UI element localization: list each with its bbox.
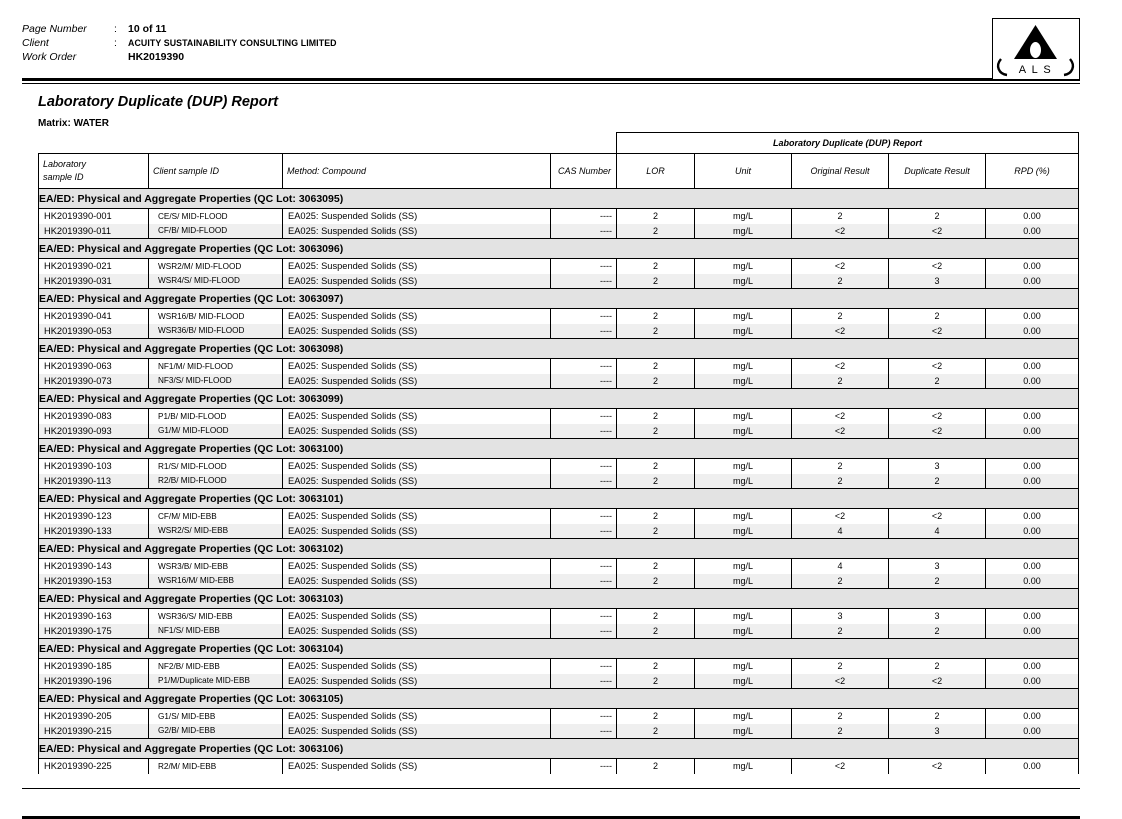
cell-client-sample-id: P1/B/ MID-FLOOD <box>149 409 283 424</box>
cell-unit: mg/L <box>695 559 792 574</box>
cell-cas-number: ---- <box>551 609 617 624</box>
cell-cas-number: ---- <box>551 424 617 439</box>
cell-original-result: 4 <box>792 524 889 539</box>
cell-lab-sample-id: HK2019390-021 <box>39 259 149 274</box>
cell-rpd: 0.00 <box>986 209 1079 224</box>
group-header-spacer <box>39 133 617 154</box>
table-row <box>39 224 1079 239</box>
cell-unit: mg/L <box>695 609 792 624</box>
cell-original-result: <2 <box>792 224 889 239</box>
cell-original-result: <2 <box>792 359 889 374</box>
cell-rpd: 0.00 <box>986 474 1079 489</box>
cell-method-compound: EA025: Suspended Solids (SS) <box>283 409 551 424</box>
cell-method-compound: EA025: Suspended Solids (SS) <box>283 609 551 624</box>
cell-original-result: <2 <box>792 674 889 689</box>
column-header-row <box>39 154 1079 189</box>
cell-rpd: 0.00 <box>986 259 1079 274</box>
cell-method-compound: EA025: Suspended Solids (SS) <box>283 509 551 524</box>
cell-unit: mg/L <box>695 274 792 289</box>
cell-original-result: 2 <box>792 209 889 224</box>
cell-duplicate-result: <2 <box>889 224 986 239</box>
cell-client-sample-id: NF2/B/ MID-EBB <box>149 659 283 674</box>
cell-rpd: 0.00 <box>986 424 1079 439</box>
cell-cas-number: ---- <box>551 324 617 339</box>
footer-rule-thin <box>22 788 1080 789</box>
cell-lor: 2 <box>617 374 695 389</box>
cell-method-compound: EA025: Suspended Solids (SS) <box>283 324 551 339</box>
col-client-sample-id: Client sample ID <box>149 154 283 189</box>
cell-lor: 2 <box>617 459 695 474</box>
table-row <box>39 724 1079 739</box>
cell-duplicate-result: <2 <box>889 759 986 774</box>
cell-cas-number: ---- <box>551 409 617 424</box>
cell-cas-number: ---- <box>551 224 617 239</box>
cell-duplicate-result: 3 <box>889 459 986 474</box>
cell-client-sample-id: WSR3/B/ MID-EBB <box>149 559 283 574</box>
cell-cas-number: ---- <box>551 459 617 474</box>
cell-lab-sample-id: HK2019390-185 <box>39 659 149 674</box>
cell-unit: mg/L <box>695 759 792 774</box>
cell-method-compound: EA025: Suspended Solids (SS) <box>283 624 551 639</box>
cell-cas-number: ---- <box>551 359 617 374</box>
cell-original-result: 2 <box>792 274 889 289</box>
cell-lor: 2 <box>617 659 695 674</box>
qc-lot-header-row <box>39 239 1079 259</box>
cell-rpd: 0.00 <box>986 659 1079 674</box>
table-row <box>39 359 1079 374</box>
cell-unit: mg/L <box>695 359 792 374</box>
cell-cas-number: ---- <box>551 574 617 589</box>
cell-lab-sample-id: HK2019390-225 <box>39 759 149 774</box>
work-order-value: HK2019390 <box>128 51 185 63</box>
cell-duplicate-result: 2 <box>889 309 986 324</box>
cell-duplicate-result: 2 <box>889 624 986 639</box>
cell-rpd: 0.00 <box>986 224 1079 239</box>
cell-lor: 2 <box>617 259 695 274</box>
cell-original-result: <2 <box>792 324 889 339</box>
cell-lor: 2 <box>617 224 695 239</box>
qc-lot-label: EA/ED: Physical and Aggregate Properties (QC Lot: 3063095) <box>39 189 1079 209</box>
cell-method-compound: EA025: Suspended Solids (SS) <box>283 474 551 489</box>
cell-unit: mg/L <box>695 574 792 589</box>
table-row <box>39 324 1079 339</box>
col-unit: Unit <box>695 154 792 189</box>
cell-duplicate-result: 3 <box>889 609 986 624</box>
cell-cas-number: ---- <box>551 559 617 574</box>
cell-duplicate-result: <2 <box>889 259 986 274</box>
cell-lab-sample-id: HK2019390-215 <box>39 724 149 739</box>
cell-cas-number: ---- <box>551 709 617 724</box>
cell-lab-sample-id: HK2019390-053 <box>39 324 149 339</box>
cell-lor: 2 <box>617 674 695 689</box>
qc-lot-label: EA/ED: Physical and Aggregate Properties (QC Lot: 3063104) <box>39 639 1079 659</box>
dup-table-wrapper <box>38 132 1078 774</box>
table-row <box>39 524 1079 539</box>
table-row <box>39 374 1079 389</box>
page-title: Laboratory Duplicate (DUP) Report <box>38 94 279 110</box>
col-lor: LOR <box>617 154 695 189</box>
cell-method-compound: EA025: Suspended Solids (SS) <box>283 559 551 574</box>
cell-method-compound: EA025: Suspended Solids (SS) <box>283 459 551 474</box>
cell-method-compound: EA025: Suspended Solids (SS) <box>283 309 551 324</box>
cell-lor: 2 <box>617 274 695 289</box>
cell-unit: mg/L <box>695 709 792 724</box>
table-row <box>39 424 1079 439</box>
table-row <box>39 274 1079 289</box>
cell-unit: mg/L <box>695 459 792 474</box>
cell-method-compound: EA025: Suspended Solids (SS) <box>283 209 551 224</box>
cell-lor: 2 <box>617 424 695 439</box>
cell-original-result: 2 <box>792 309 889 324</box>
client-value: ACUITY SUSTAINABILITY CONSULTING LIMITED <box>128 38 337 48</box>
cell-duplicate-result: 2 <box>889 209 986 224</box>
page-number-label: Page Number <box>22 23 87 35</box>
cell-method-compound: EA025: Suspended Solids (SS) <box>283 424 551 439</box>
page-number-colon: : <box>114 23 117 35</box>
cell-rpd: 0.00 <box>986 724 1079 739</box>
cell-client-sample-id: R2/M/ MID-EBB <box>149 759 283 774</box>
matrix-label: Matrix: <box>38 118 71 129</box>
cell-lor: 2 <box>617 309 695 324</box>
cell-duplicate-result: 2 <box>889 574 986 589</box>
cell-original-result: <2 <box>792 424 889 439</box>
cell-lab-sample-id: HK2019390-143 <box>39 559 149 574</box>
table-row <box>39 674 1079 689</box>
cell-lab-sample-id: HK2019390-163 <box>39 609 149 624</box>
qc-lot-label: EA/ED: Physical and Aggregate Properties (QC Lot: 3063099) <box>39 389 1079 409</box>
table-row <box>39 659 1079 674</box>
qc-lot-header-row <box>39 189 1079 209</box>
cell-lab-sample-id: HK2019390-175 <box>39 624 149 639</box>
cell-lab-sample-id: HK2019390-123 <box>39 509 149 524</box>
cell-unit: mg/L <box>695 659 792 674</box>
cell-lab-sample-id: HK2019390-103 <box>39 459 149 474</box>
cell-lab-sample-id: HK2019390-196 <box>39 674 149 689</box>
dup-report-table <box>38 132 1079 774</box>
cell-client-sample-id: G1/M/ MID-FLOOD <box>149 424 283 439</box>
cell-lab-sample-id: HK2019390-205 <box>39 709 149 724</box>
cell-duplicate-result: <2 <box>889 359 986 374</box>
table-row <box>39 474 1079 489</box>
cell-method-compound: EA025: Suspended Solids (SS) <box>283 724 551 739</box>
table-head <box>39 133 1079 189</box>
qc-lot-label: EA/ED: Physical and Aggregate Properties (QC Lot: 3063101) <box>39 489 1079 509</box>
cell-rpd: 0.00 <box>986 759 1079 774</box>
cell-lab-sample-id: HK2019390-001 <box>39 209 149 224</box>
table-row <box>39 609 1079 624</box>
cell-lor: 2 <box>617 574 695 589</box>
cell-client-sample-id: WSR16/M/ MID-EBB <box>149 574 283 589</box>
cell-method-compound: EA025: Suspended Solids (SS) <box>283 359 551 374</box>
cell-client-sample-id: P1/M/Duplicate MID-EBB <box>149 674 283 689</box>
cell-cas-number: ---- <box>551 259 617 274</box>
header-rule-thin <box>22 83 1080 84</box>
cell-lab-sample-id: HK2019390-083 <box>39 409 149 424</box>
cell-cas-number: ---- <box>551 509 617 524</box>
cell-lab-sample-id: HK2019390-113 <box>39 474 149 489</box>
cell-duplicate-result: 2 <box>889 374 986 389</box>
cell-rpd: 0.00 <box>986 609 1079 624</box>
cell-unit: mg/L <box>695 409 792 424</box>
table-row <box>39 709 1079 724</box>
cell-lor: 2 <box>617 709 695 724</box>
qc-lot-header-row <box>39 389 1079 409</box>
cell-client-sample-id: R1/S/ MID-FLOOD <box>149 459 283 474</box>
table-row <box>39 509 1079 524</box>
cell-rpd: 0.00 <box>986 524 1079 539</box>
qc-lot-header-row <box>39 489 1079 509</box>
cell-client-sample-id: CE/S/ MID-FLOOD <box>149 209 283 224</box>
cell-unit: mg/L <box>695 309 792 324</box>
cell-original-result: 2 <box>792 724 889 739</box>
page-header <box>0 0 1122 76</box>
cell-original-result: 2 <box>792 624 889 639</box>
col-rpd: RPD (%) <box>986 154 1079 189</box>
cell-lor: 2 <box>617 559 695 574</box>
cell-unit: mg/L <box>695 524 792 539</box>
cell-rpd: 0.00 <box>986 559 1079 574</box>
cell-lor: 2 <box>617 724 695 739</box>
table-row <box>39 624 1079 639</box>
qc-lot-label: EA/ED: Physical and Aggregate Properties (QC Lot: 3063105) <box>39 689 1079 709</box>
cell-lab-sample-id: HK2019390-133 <box>39 524 149 539</box>
cell-unit: mg/L <box>695 509 792 524</box>
cell-rpd: 0.00 <box>986 709 1079 724</box>
als-logo <box>992 18 1080 80</box>
cell-unit: mg/L <box>695 324 792 339</box>
qc-lot-header-row <box>39 539 1079 559</box>
qc-lot-header-row <box>39 289 1079 309</box>
cell-lor: 2 <box>617 759 695 774</box>
qc-lot-header-row <box>39 339 1079 359</box>
cell-original-result: 2 <box>792 709 889 724</box>
cell-rpd: 0.00 <box>986 624 1079 639</box>
cell-rpd: 0.00 <box>986 324 1079 339</box>
cell-cas-number: ---- <box>551 624 617 639</box>
cell-cas-number: ---- <box>551 209 617 224</box>
cell-unit: mg/L <box>695 724 792 739</box>
cell-client-sample-id: WSR36/B/ MID-FLOOD <box>149 324 283 339</box>
cell-unit: mg/L <box>695 374 792 389</box>
cell-cas-number: ---- <box>551 724 617 739</box>
cell-lab-sample-id: HK2019390-153 <box>39 574 149 589</box>
cell-lor: 2 <box>617 209 695 224</box>
cell-cas-number: ---- <box>551 524 617 539</box>
cell-method-compound: EA025: Suspended Solids (SS) <box>283 374 551 389</box>
table-row <box>39 459 1079 474</box>
qc-lot-label: EA/ED: Physical and Aggregate Properties (QC Lot: 3063098) <box>39 339 1079 359</box>
qc-lot-label: EA/ED: Physical and Aggregate Properties (QC Lot: 3063106) <box>39 739 1079 759</box>
col-duplicate-result: Duplicate Result <box>889 154 986 189</box>
client-label: Client <box>22 37 49 49</box>
cell-lab-sample-id: HK2019390-041 <box>39 309 149 324</box>
cell-rpd: 0.00 <box>986 674 1079 689</box>
col-lab-sample-id <box>39 154 149 189</box>
cell-client-sample-id: G1/S/ MID-EBB <box>149 709 283 724</box>
group-header-label: Laboratory Duplicate (DUP) Report <box>617 133 1079 154</box>
cell-unit: mg/L <box>695 259 792 274</box>
cell-original-result: 2 <box>792 659 889 674</box>
cell-original-result: <2 <box>792 259 889 274</box>
cell-cas-number: ---- <box>551 674 617 689</box>
cell-lor: 2 <box>617 359 695 374</box>
col-lab-sample-id-line2: sample ID <box>43 172 84 182</box>
cell-lor: 2 <box>617 409 695 424</box>
cell-method-compound: EA025: Suspended Solids (SS) <box>283 259 551 274</box>
cell-duplicate-result: <2 <box>889 674 986 689</box>
cell-lab-sample-id: HK2019390-073 <box>39 374 149 389</box>
cell-original-result: 4 <box>792 559 889 574</box>
col-cas-number: CAS Number <box>551 154 617 189</box>
cell-duplicate-result: 2 <box>889 474 986 489</box>
cell-method-compound: EA025: Suspended Solids (SS) <box>283 709 551 724</box>
table-row <box>39 574 1079 589</box>
cell-client-sample-id: NF1/S/ MID-EBB <box>149 624 283 639</box>
table-row <box>39 559 1079 574</box>
cell-original-result: 2 <box>792 474 889 489</box>
cell-client-sample-id: R2/B/ MID-FLOOD <box>149 474 283 489</box>
cell-lab-sample-id: HK2019390-093 <box>39 424 149 439</box>
table-row <box>39 309 1079 324</box>
cell-unit: mg/L <box>695 474 792 489</box>
cell-lor: 2 <box>617 474 695 489</box>
cell-rpd: 0.00 <box>986 274 1079 289</box>
cell-lab-sample-id: HK2019390-063 <box>39 359 149 374</box>
cell-original-result: <2 <box>792 509 889 524</box>
cell-cas-number: ---- <box>551 374 617 389</box>
cell-client-sample-id: CF/M/ MID-EBB <box>149 509 283 524</box>
qc-lot-header-row <box>39 689 1079 709</box>
page-number-value: 10 of 11 <box>128 23 167 35</box>
cell-original-result: 2 <box>792 459 889 474</box>
cell-rpd: 0.00 <box>986 509 1079 524</box>
cell-method-compound: EA025: Suspended Solids (SS) <box>283 224 551 239</box>
cell-unit: mg/L <box>695 209 792 224</box>
cell-duplicate-result: 2 <box>889 709 986 724</box>
table-row <box>39 209 1079 224</box>
cell-original-result: 3 <box>792 609 889 624</box>
cell-method-compound: EA025: Suspended Solids (SS) <box>283 674 551 689</box>
cell-cas-number: ---- <box>551 759 617 774</box>
cell-method-compound: EA025: Suspended Solids (SS) <box>283 574 551 589</box>
col-original-result: Original Result <box>792 154 889 189</box>
meta-row-work-order <box>22 50 337 64</box>
work-order-colon <box>114 50 128 64</box>
qc-lot-label: EA/ED: Physical and Aggregate Properties (QC Lot: 3063100) <box>39 439 1079 459</box>
meta-row-client <box>22 36 337 50</box>
cell-lab-sample-id: HK2019390-011 <box>39 224 149 239</box>
qc-lot-label: EA/ED: Physical and Aggregate Properties (QC Lot: 3063103) <box>39 589 1079 609</box>
cell-client-sample-id: WSR16/B/ MID-FLOOD <box>149 309 283 324</box>
col-method-compound: Method: Compound <box>283 154 551 189</box>
cell-lor: 2 <box>617 609 695 624</box>
cell-lab-sample-id: HK2019390-031 <box>39 274 149 289</box>
cell-cas-number: ---- <box>551 274 617 289</box>
cell-rpd: 0.00 <box>986 309 1079 324</box>
work-order-label: Work Order <box>22 51 77 63</box>
cell-client-sample-id: WSR4/S/ MID-FLOOD <box>149 274 283 289</box>
cell-client-sample-id: CF/B/ MID-FLOOD <box>149 224 283 239</box>
cell-lor: 2 <box>617 624 695 639</box>
svg-text:A L S: A L S <box>1018 64 1053 76</box>
cell-duplicate-result: 3 <box>889 724 986 739</box>
col-lab-sample-id-line1: Laboratory <box>43 158 87 169</box>
cell-duplicate-result: <2 <box>889 509 986 524</box>
cell-client-sample-id: WSR36/S/ MID-EBB <box>149 609 283 624</box>
cell-unit: mg/L <box>695 674 792 689</box>
cell-method-compound: EA025: Suspended Solids (SS) <box>283 759 551 774</box>
cell-client-sample-id: NF3/S/ MID-FLOOD <box>149 374 283 389</box>
table-body <box>39 189 1079 774</box>
cell-rpd: 0.00 <box>986 374 1079 389</box>
cell-cas-number: ---- <box>551 474 617 489</box>
cell-cas-number: ---- <box>551 309 617 324</box>
cell-original-result: <2 <box>792 409 889 424</box>
qc-lot-label: EA/ED: Physical and Aggregate Properties (QC Lot: 3063102) <box>39 539 1079 559</box>
cell-lor: 2 <box>617 324 695 339</box>
cell-duplicate-result: 4 <box>889 524 986 539</box>
table-row <box>39 259 1079 274</box>
table-row <box>39 759 1079 774</box>
matrix-line <box>38 118 1122 129</box>
cell-rpd: 0.00 <box>986 459 1079 474</box>
cell-client-sample-id: WSR2/M/ MID-FLOOD <box>149 259 283 274</box>
cell-duplicate-result: <2 <box>889 409 986 424</box>
cell-client-sample-id: G2/B/ MID-EBB <box>149 724 283 739</box>
cell-duplicate-result: 3 <box>889 274 986 289</box>
cell-rpd: 0.00 <box>986 574 1079 589</box>
meta-row-page-number <box>22 22 337 36</box>
cell-original-result: <2 <box>792 759 889 774</box>
cell-unit: mg/L <box>695 624 792 639</box>
cell-method-compound: EA025: Suspended Solids (SS) <box>283 659 551 674</box>
cell-duplicate-result: 2 <box>889 659 986 674</box>
cell-rpd: 0.00 <box>986 409 1079 424</box>
cell-cas-number: ---- <box>551 659 617 674</box>
matrix-value: WATER <box>73 118 109 129</box>
qc-lot-label: EA/ED: Physical and Aggregate Properties (QC Lot: 3063096) <box>39 239 1079 259</box>
footer-rule-thick <box>22 816 1080 819</box>
cell-unit: mg/L <box>695 224 792 239</box>
group-header-row <box>39 133 1079 154</box>
qc-lot-label: EA/ED: Physical and Aggregate Properties (QC Lot: 3063097) <box>39 289 1079 309</box>
cell-original-result: 2 <box>792 374 889 389</box>
qc-lot-header-row <box>39 639 1079 659</box>
client-colon: : <box>114 37 117 49</box>
qc-lot-header-row <box>39 589 1079 609</box>
cell-client-sample-id: WSR2/S/ MID-EBB <box>149 524 283 539</box>
table-row <box>39 409 1079 424</box>
als-logo-icon <box>993 19 1078 78</box>
qc-lot-header-row <box>39 439 1079 459</box>
cell-method-compound: EA025: Suspended Solids (SS) <box>283 274 551 289</box>
qc-lot-header-row <box>39 739 1079 759</box>
cell-unit: mg/L <box>695 424 792 439</box>
cell-duplicate-result: <2 <box>889 424 986 439</box>
cell-rpd: 0.00 <box>986 359 1079 374</box>
cell-duplicate-result: <2 <box>889 324 986 339</box>
cell-lor: 2 <box>617 509 695 524</box>
cell-original-result: 2 <box>792 574 889 589</box>
cell-client-sample-id: NF1/M/ MID-FLOOD <box>149 359 283 374</box>
cell-duplicate-result: 3 <box>889 559 986 574</box>
cell-lor: 2 <box>617 524 695 539</box>
cell-method-compound: EA025: Suspended Solids (SS) <box>283 524 551 539</box>
document-meta-table <box>22 22 337 64</box>
